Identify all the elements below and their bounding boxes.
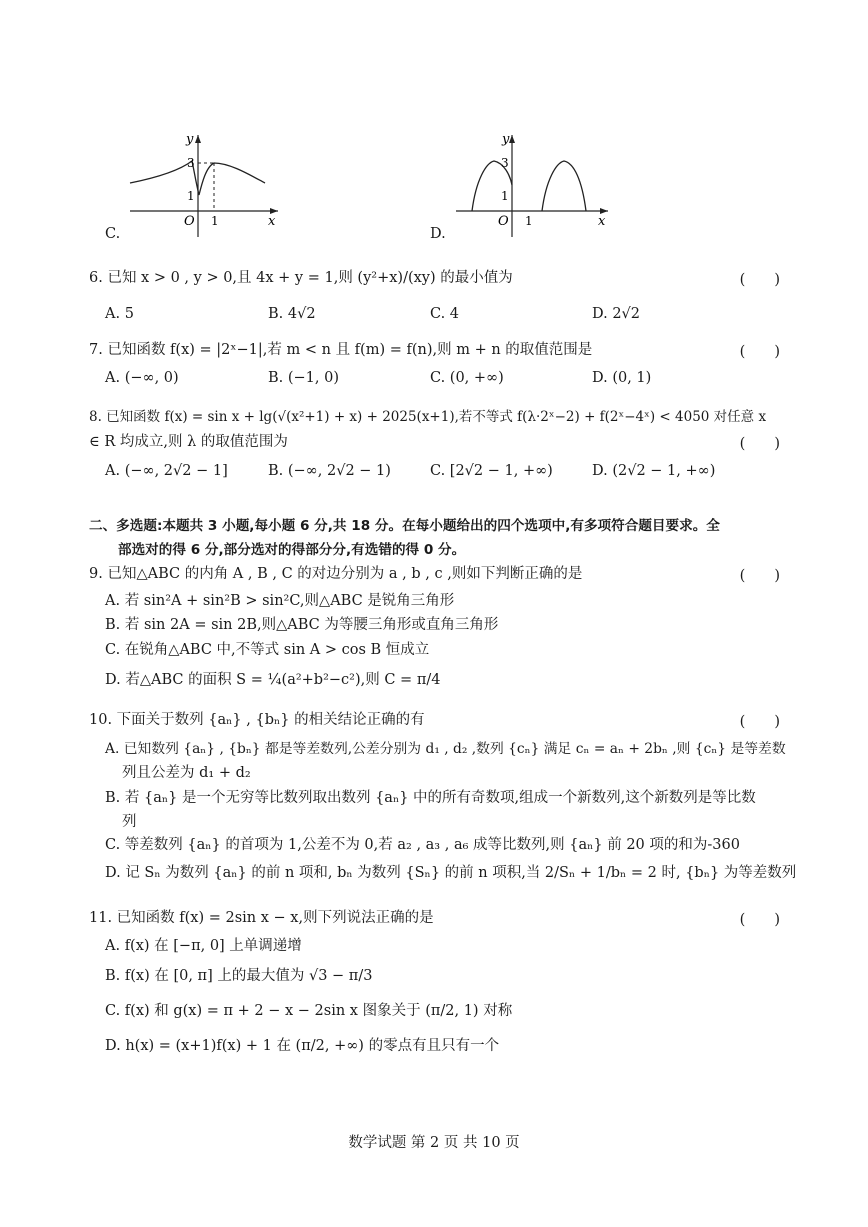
- q9-option-d: D. 若△ABC 的面积 S = ¼(a²+b²−c²),则 C = π/4: [105, 672, 441, 688]
- q11-option-d: D. h(x) = (x+1)f(x) + 1 在 (π/2, +∞) 的零点有且只有一个: [105, 1038, 500, 1054]
- q7-option-b: B. (−1, 0): [268, 370, 340, 386]
- q10-answer-paren: ( ): [739, 714, 780, 730]
- q10-stem: 10. 下面关于数列 {aₙ} , {bₙ} 的相关结论正确的有: [89, 712, 425, 728]
- q10-option-c: C. 等差数列 {aₙ} 的首项为 1,公差不为 0,若 a₂ , a₃ , a₆ 成等比数列,则 {aₙ} 前 20 项的和为-360: [105, 837, 740, 853]
- q8-option-d: D. (2√2 − 1, +∞): [592, 463, 716, 479]
- section2-heading-line2: 部选对的得 6 分,部分选对的得部分分,有选错的得 0 分。: [118, 542, 466, 558]
- graph-c-label: C.: [105, 226, 121, 242]
- q6-option-c: C. 4: [430, 306, 460, 322]
- q9-option-a: A. 若 sin²A + sin²B > sin²C,则△ABC 是锐角三角形: [105, 593, 455, 609]
- q10-option-b-cont: 列: [122, 814, 137, 830]
- q9-option-b: B. 若 sin 2A = sin 2B,则△ABC 为等腰三角形或直角三角形: [105, 617, 499, 633]
- q6-stem: 6. 已知 x > 0 , y > 0,且 4x + y = 1,则 (y²+x)/(xy) 的最小值为: [89, 270, 513, 286]
- q9-answer-paren: ( ): [739, 568, 780, 584]
- q7-option-d: D. (0, 1): [592, 370, 652, 386]
- graph-d-label: D.: [430, 226, 446, 242]
- q7-option-a: A. (−∞, 0): [105, 370, 179, 386]
- q11-stem: 11. 已知函数 f(x) = 2sin x − x,则下列说法正确的是: [89, 910, 434, 926]
- graph-c-tick3: 3: [187, 156, 195, 170]
- graph-d: [450, 125, 620, 245]
- q10-option-b: B. 若 {aₙ} 是一个无穷等比数列取出数列 {aₙ} 中的所有奇数项,组成一个新数列,这个新数列是等比数: [105, 790, 756, 806]
- q8-option-c: C. [2√2 − 1, +∞): [430, 463, 553, 479]
- q6-option-b: B. 4√2: [268, 306, 316, 322]
- graph-d-origin: O: [498, 214, 509, 229]
- q8-option-b: B. (−∞, 2√2 − 1): [268, 463, 391, 479]
- graph-d-tick1: 1: [501, 189, 509, 203]
- q10-option-a: A. 已知数列 {aₙ} , {bₙ} 都是等差数列,公差分别为 d₁ , d₂ ,数列 {cₙ} 满足 cₙ = aₙ + 2bₙ ,则 {cₙ} 是等差数: [105, 741, 786, 757]
- q11-option-b: B. f(x) 在 [0, π] 上的最大值为 √3 − π/3: [105, 968, 373, 984]
- graph-d-tickx1: 1: [525, 214, 533, 228]
- q8-stem-line1: 8. 已知函数 f(x) = sin x + lg(√(x²+1) + x) + 2025(x+1),若不等式 f(λ·2ˣ−2) + f(2ˣ−4ˣ) < 4050 对任意 x: [89, 409, 767, 425]
- graph-c-y: y: [186, 132, 194, 147]
- q9-stem: 9. 已知△ABC 的内角 A , B , C 的对边分别为 a , b , c ,则如下判断正确的是: [89, 566, 583, 582]
- q7-stem: 7. 已知函数 f(x) = |2ˣ−1|,若 m < n 且 f(m) = f(n),则 m + n 的取值范围是: [89, 342, 593, 358]
- graph-d-tick3: 3: [501, 156, 509, 170]
- q8-answer-paren: ( ): [739, 436, 780, 452]
- q11-answer-paren: ( ): [739, 912, 780, 928]
- graph-c-tickx1: 1: [211, 214, 219, 228]
- graph-c-tick1: 1: [187, 189, 195, 203]
- q6-option-a: A. 5: [105, 306, 134, 322]
- q8-stem-line2: ∈ R 均成立,则 λ 的取值范围为: [89, 434, 288, 450]
- q6-answer-paren: ( ): [739, 272, 780, 288]
- graph-c-origin: O: [184, 214, 195, 229]
- q8-option-a: A. (−∞, 2√2 − 1]: [105, 463, 228, 479]
- q7-option-c: C. (0, +∞): [430, 370, 504, 386]
- graph-c-x: x: [268, 214, 276, 229]
- graph-d-x: x: [598, 214, 606, 229]
- q7-answer-paren: ( ): [739, 344, 780, 360]
- q11-option-c: C. f(x) 和 g(x) = π + 2 − x − 2sin x 图象关于 (π/2, 1) 对称: [105, 1003, 513, 1019]
- q9-option-c: C. 在锐角△ABC 中,不等式 sin A > cos B 恒成立: [105, 642, 430, 658]
- section2-heading: 二、多选题:本题共 3 小题,每小题 6 分,共 18 分。在每小题给出的四个选项中,有多项符合题目要求。全: [89, 518, 720, 534]
- graph-c: [100, 125, 290, 245]
- page-footer: 数学试题 第 2 页 共 10 页: [348, 1135, 520, 1151]
- q10-option-a-cont: 列且公差为 d₁ + d₂: [122, 765, 251, 781]
- q6-option-d: D. 2√2: [592, 306, 641, 322]
- graph-d-y: y: [502, 132, 510, 147]
- q11-option-a: A. f(x) 在 [−π, 0] 上单调递增: [105, 938, 302, 954]
- q10-option-d: D. 记 Sₙ 为数列 {aₙ} 的前 n 项和, bₙ 为数列 {Sₙ} 的前 n 项积,当 2/Sₙ + 1/bₙ = 2 时, {bₙ} 为等差数列: [105, 865, 797, 881]
